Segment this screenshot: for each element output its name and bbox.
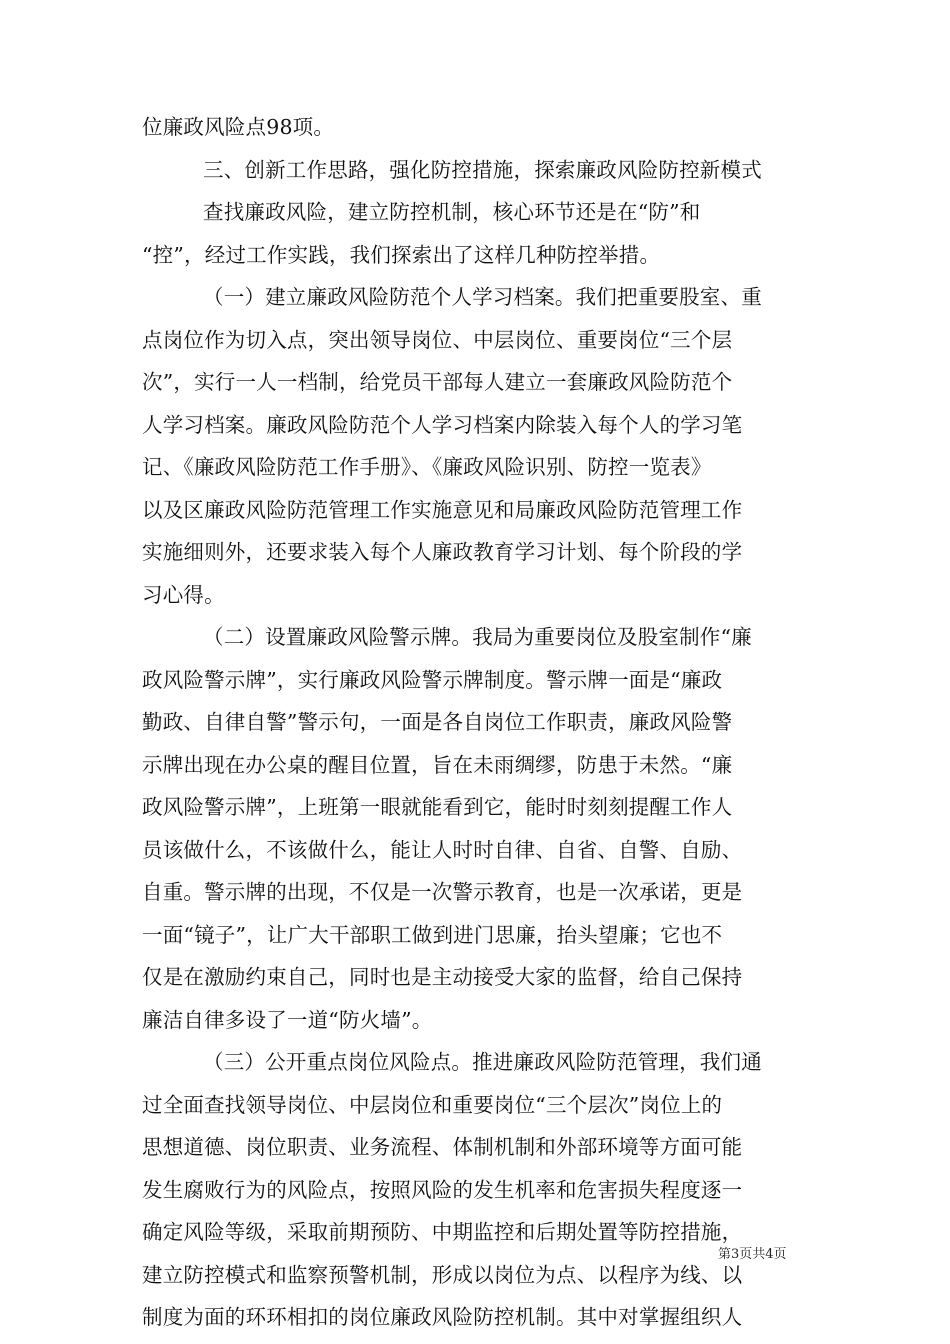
text-line: 政风险警示牌”，实行廉政风险警示牌制度。警示牌一面是“廉政 — [142, 667, 723, 692]
text-line: “控”，经过工作实践，我们探索出了这样几种防控举措。 — [142, 242, 661, 267]
text-line: 人学习档案。廉政风险防范个人学习档案内除装入每个人的学习笔 — [142, 412, 743, 437]
text-line: 过全面查找领导岗位、中层岗位和重要岗位“三个层次”岗位上的 — [142, 1092, 723, 1117]
text-line: 确定风险等级，采取前期预防、中期监控和后期处置等防控措施， — [142, 1220, 743, 1244]
text-line: 实施细则外，还要求装入每个人廉政教育学习计划、每个阶段的学 — [142, 540, 743, 564]
page-number-footer: 第3页共4页 — [718, 1247, 787, 1262]
text-line: 次”，实行一人一档制，给党员干部每人建立一套廉政风险防范个 — [142, 370, 733, 394]
text-line: 记、《廉政风险防范工作手册》、《廉政风险识别、防控一览表》 — [142, 455, 712, 479]
text-line: 发生腐败行为的风险点，按照风险的发生机率和危害损失程度逐一 — [142, 1177, 743, 1202]
text-line: 示牌出现在办公桌的醒目位置，旨在未雨绸缪，防患于未然。“廉 — [142, 752, 733, 777]
paragraph-start: （二）设置廉政风险警示牌。我局为重要岗位及股室制作“廉 — [203, 625, 752, 649]
text-line: 查找廉政风险，建立防控机制，核心环节还是在“防”和 — [203, 200, 701, 224]
text-line: 自重。警示牌的出现，不仅是一次警示教育，也是一次承诺，更是 — [142, 880, 743, 904]
text-line: 制度为面的环环相扣的岗位廉政风险防控机制。其中对掌握组织人 — [142, 1305, 743, 1329]
text-line: 以及区廉政风险防范管理工作实施意见和局廉政风险防范管理工作 — [142, 497, 743, 522]
paragraph-start: （三）公开重点岗位风险点。推进廉政风险防范管理，我们通 — [203, 1050, 762, 1074]
text-line: 位廉政风险点98项。 — [142, 115, 335, 139]
text-line: 政风险警示牌”，上班第一眼就能看到它，能时时刻刻提醒工作人 — [142, 795, 733, 819]
text-line: 点岗位作为切入点，突出领导岗位、中层岗位、重要岗位“三个层 — [142, 327, 733, 352]
text-line: 员该做什么，不该做什么，能让人时时自律、自省、自警、自励、 — [142, 837, 743, 862]
text-line: 建立防控模式和监察预警机制，形成以岗位为点、以程序为线、以 — [142, 1262, 743, 1287]
text-line: 廉洁自律多设了一道“防火墙”。 — [142, 1007, 433, 1032]
section-heading: 三、创新工作思路，强化防控措施，探索廉政风险防控新模式 — [203, 157, 762, 182]
text-line: 习心得。 — [142, 582, 225, 607]
text-line: 勤政、自律自警”警示句，一面是各自岗位工作职责，廉政风险警 — [142, 710, 733, 734]
paragraph-start: （一）建立廉政风险防范个人学习档案。我们把重要股室、重 — [203, 285, 762, 309]
text-line: 仅是在激励约束自己，同时也是主动接受大家的监督，给自己保持 — [142, 965, 743, 989]
text-line: 一面“镜子”，让广大干部职工做到进门思廉，抬头望廉；它也不 — [142, 922, 723, 947]
text-line: 思想道德、岗位职责、业务流程、体制机制和外部环境等方面可能 — [142, 1135, 743, 1159]
